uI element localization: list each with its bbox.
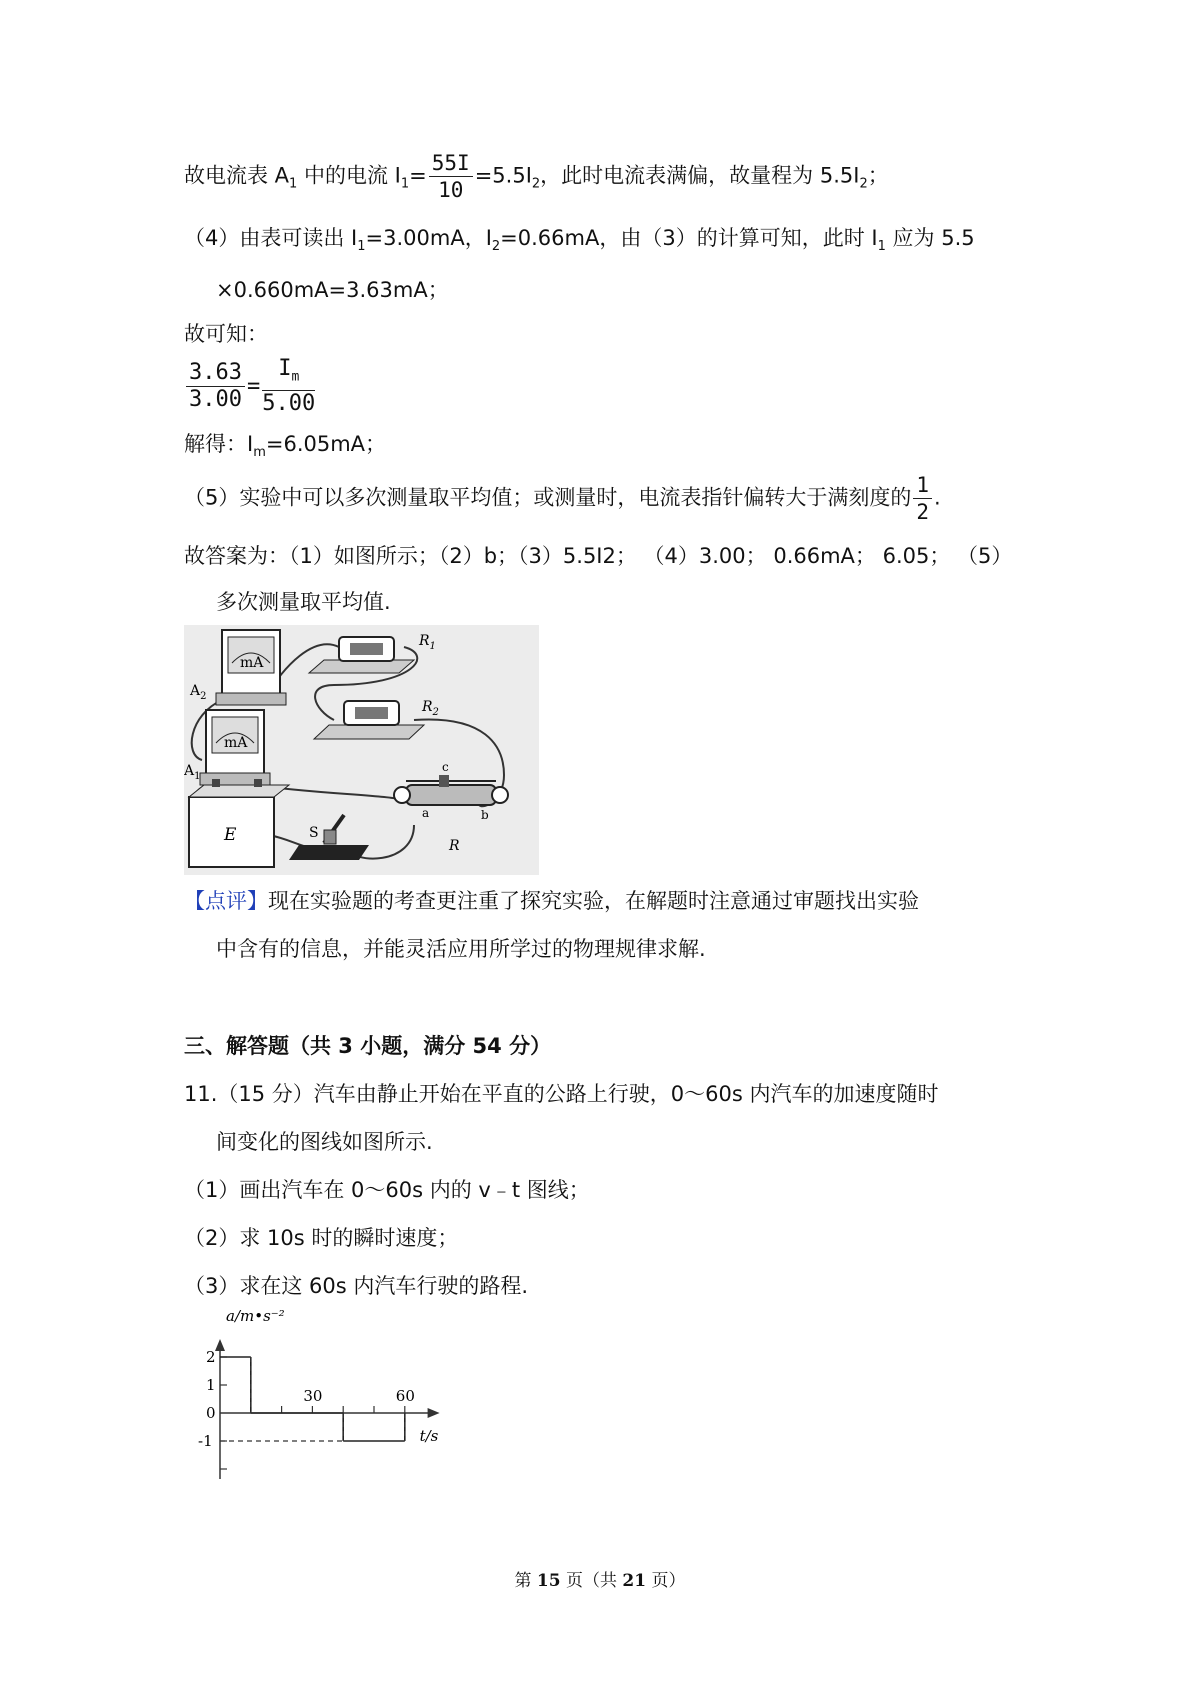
text: =	[409, 163, 427, 188]
text: =3.00mA，I	[365, 226, 492, 250]
label-letter: R	[419, 633, 430, 649]
q11-sub-2: （2）求 10s 时的瞬时速度；	[184, 1226, 459, 1250]
x-axis-arrow	[428, 1408, 440, 1418]
symbol: I	[278, 356, 292, 381]
denominator: 2	[916, 500, 930, 524]
text: ；	[867, 163, 889, 188]
subscript: 1	[357, 239, 366, 255]
solution-line-2	[184, 222, 975, 254]
current-page-number: 15	[536, 1571, 561, 1591]
label-subscript: 2	[432, 707, 439, 718]
text: 页）	[646, 1571, 686, 1591]
meter-unit-label: mA	[240, 655, 264, 671]
q11-stem-line-2: 间变化的图线如图所示.	[216, 1130, 433, 1154]
chart-axes	[198, 1307, 440, 1479]
numerator: 55I	[429, 150, 473, 177]
text: =6.05mA；	[265, 432, 387, 456]
q11-stem-line-1: 11.（15 分）汽车由静止开始在平直的公路上行驶，0～60s 内汽车的加速度随时	[184, 1082, 939, 1106]
text: （4）由表可读出 I	[184, 226, 358, 250]
acceleration-time-chart	[180, 1305, 480, 1495]
section-heading: 三、解答题（共 3 小题，满分 54 分）	[184, 1034, 552, 1058]
text: （5）实验中可以多次测量取平均值；或测量时，电流表指针偏转大于满刻度的	[184, 485, 912, 510]
label-subscript: 1	[429, 641, 436, 652]
y-tick-label: 0	[206, 1404, 216, 1422]
y-tick-label: -1	[198, 1432, 213, 1450]
x-tick-label: 60	[395, 1387, 415, 1405]
text: 故电流表 A	[184, 163, 290, 188]
text: 现在实验题的考查更注重了探究实验，在解题时注意通过审题找出实验	[268, 889, 919, 913]
subscript: 1	[289, 176, 298, 192]
label-letter: A	[190, 683, 201, 699]
y-tick-label: 1	[206, 1376, 216, 1394]
text: 中的电流 I	[297, 163, 401, 188]
answer-line-1: 故答案为：（1）如图所示；（2）b；（3）5.5I2； （4）3.00； 0.66mA； 6.05； （5）	[184, 544, 1013, 568]
q11-sub-1: （1）画出汽车在 0～60s 内的 v﹣t 图线；	[184, 1178, 590, 1202]
review-line-2: 中含有的信息，并能灵活应用所学过的物理规律求解.	[216, 937, 706, 961]
point-c-label: c	[442, 760, 449, 774]
point-b-label: b	[481, 808, 489, 822]
ratio-equation	[184, 356, 317, 417]
fraction-left	[186, 360, 245, 413]
page-footer	[0, 1566, 1200, 1591]
fraction-right	[262, 356, 315, 417]
label-letter: A	[184, 763, 195, 779]
equals-sign: =	[246, 374, 261, 400]
meter-unit-label: mA	[224, 735, 248, 751]
review-line-1	[184, 885, 919, 915]
solution-line-4: 故可知：	[184, 322, 268, 346]
numerator: 3.63	[186, 360, 245, 387]
text: 解得：I	[184, 432, 254, 456]
denominator: 3.00	[189, 387, 242, 413]
text: =0.66mA，由（3）的计算可知，此时 I	[500, 226, 878, 250]
answer-line-2: 多次测量取平均值.	[216, 590, 391, 614]
y-axis-label: a/m•s⁻²	[226, 1307, 285, 1325]
subscript: m	[291, 369, 300, 385]
label-subscript: 2	[200, 691, 207, 702]
text: 页（共	[560, 1571, 623, 1591]
battery-label: E	[224, 825, 237, 845]
numerator: 1	[913, 472, 932, 499]
solution-line-5	[184, 428, 386, 460]
label-subscript: 1	[194, 771, 201, 782]
text: =5.5I	[474, 163, 532, 188]
fraction-one-half	[913, 472, 932, 525]
text: 第	[514, 1571, 537, 1591]
total-page-count: 21	[622, 1571, 647, 1591]
switch-label: S	[309, 825, 319, 841]
text: 应为 5.5	[885, 226, 975, 250]
subscript: 2	[491, 239, 501, 255]
text: .	[934, 485, 941, 510]
y-axis-arrow	[215, 1339, 225, 1351]
subscript: 2	[859, 176, 868, 192]
text: ，此时电流表满偏，故量程为 5.5I	[540, 163, 860, 188]
solution-line-1	[184, 150, 889, 203]
denominator: 5.00	[262, 391, 316, 417]
numerator	[262, 356, 315, 391]
rheostat-label: R	[449, 838, 460, 854]
subscript: 1	[400, 176, 410, 192]
subscript: 1	[877, 239, 886, 255]
solution-line-6	[184, 472, 941, 525]
circuit-diagram	[184, 625, 539, 875]
q11-sub-3: （3）求在这 60s 内汽车行驶的路程.	[184, 1274, 529, 1298]
denominator: 10	[438, 178, 464, 202]
subscript: m	[253, 445, 266, 461]
x-tick-label: 30	[303, 1387, 323, 1405]
y-tick-label: 2	[206, 1348, 216, 1366]
subscript: 2	[531, 176, 541, 192]
label-letter: R	[422, 699, 433, 715]
review-tag: 【点评】	[184, 889, 268, 913]
fraction-55i-over-10	[429, 150, 473, 203]
solution-line-3: ×0.660mA=3.63mA；	[216, 278, 449, 302]
x-axis-label: t/s	[419, 1427, 439, 1445]
point-a-label: a	[422, 806, 430, 820]
battery-e	[189, 779, 289, 867]
